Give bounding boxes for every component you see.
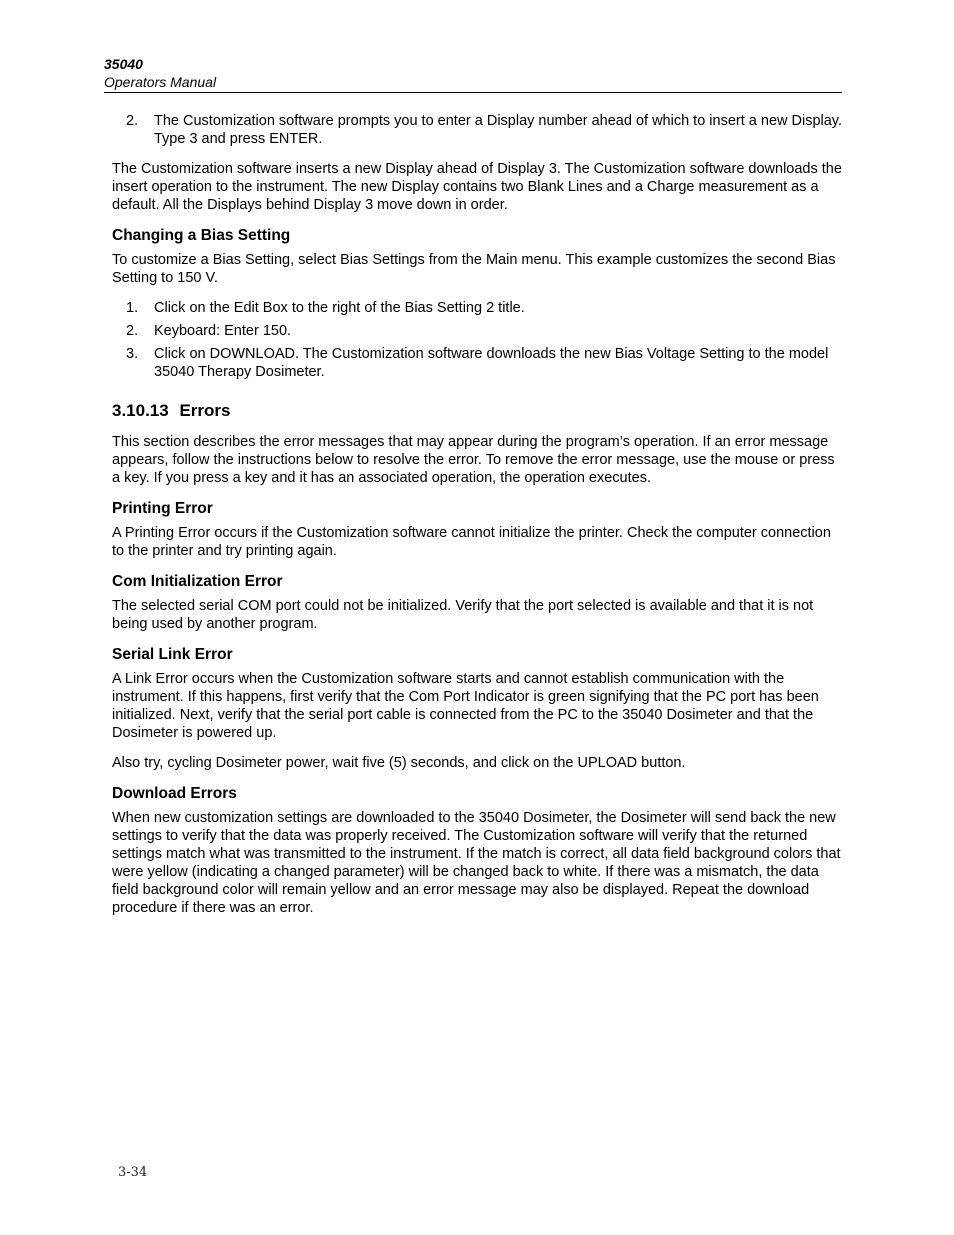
- header-model: 35040: [104, 56, 143, 72]
- com-error-paragraph: The selected serial COM port could not be initialized. Verify that the port selected is available and that it is not being used by another program.: [112, 598, 814, 632]
- page-header: [104, 55, 842, 93]
- serial-error-paragraph-1: A Link Error occurs when the Customization software starts and cannot establish communication with the instrument. If this happens, first verify that the Com Port Indicator is green signifying that the PC port has been initialized. Next, verify that the serial port cable is connected from the PC to the 35040 Dosimeter and that the Dosimeter is powered up.: [112, 671, 819, 741]
- serial-error-paragraph-2: Also try, cycling Dosimeter power, wait five (5) seconds, and click on the UPLOAD button.: [112, 755, 686, 771]
- list-item: [112, 322, 842, 340]
- bias-heading: Changing a Bias Setting: [112, 227, 291, 244]
- intro-list: [112, 112, 842, 148]
- list-item-number: 3.: [126, 346, 139, 362]
- list-item-number: 2.: [126, 113, 139, 129]
- errors-paragraph: This section describes the error messages that may appear during the program’s operation. If an error message appears, follow the instructions below to resolve the error. To remove the error message, use the mouse or press a key. If you press a key and it has an associated operation, the operation executes.: [112, 434, 835, 486]
- header-manual-title: Operators Manual: [104, 74, 217, 90]
- section-title: Errors: [179, 401, 231, 420]
- printing-error-paragraph: A Printing Error occurs if the Customization software cannot initialize the printer. Check the computer connection to the printer and try printing again.: [112, 525, 831, 559]
- list-item-number: 2.: [126, 323, 139, 339]
- bias-steps: [112, 299, 842, 381]
- errors-section-heading: [112, 401, 842, 421]
- com-error-heading: Com Initialization Error: [112, 573, 283, 590]
- list-item: [112, 112, 842, 148]
- download-error-paragraph: When new customization settings are downloaded to the 35040 Dosimeter, the Dosimeter will send back the new settings to verify that the data was properly received. The Customization software will verify that the returned settings match what was transmitted to the instrument. If the match is correct, all data field background colors that were yellow (indicating a changed parameter) will be changed back to white. If there was a mismatch, the data field background color will remain yellow and an error message may also be displayed. Repeat the download procedure if there was an error.: [112, 810, 841, 916]
- page-number: 3-34: [118, 1165, 148, 1180]
- list-item-number: 1.: [126, 300, 139, 316]
- list-item-text: Click on DOWNLOAD. The Customization software downloads the new Bias Voltage Setting to the model 35040 Therapy Dosimeter.: [154, 346, 829, 380]
- list-item-text: Keyboard: Enter 150.: [154, 323, 292, 339]
- bias-paragraph: To customize a Bias Setting, select Bias Settings from the Main menu. This example customizes the second Bias Setting to 150 V.: [112, 252, 836, 286]
- list-item-text: The Customization software prompts you to enter a Display number ahead of which to insert a new Display. Type 3 and press ENTER.: [154, 113, 843, 147]
- serial-error-heading: Serial Link Error: [112, 646, 233, 663]
- page-content: [112, 112, 842, 929]
- download-error-heading: Download Errors: [112, 785, 237, 802]
- intro-paragraph: The Customization software inserts a new Display ahead of Display 3. The Customization software downloads the insert operation to the instrument. The new Display contains two Blank Lines and a Charge measurement as a default. All the Displays behind Display 3 move down in order.: [112, 161, 842, 213]
- list-item: [112, 345, 842, 381]
- list-item-text: Click on the Edit Box to the right of the Bias Setting 2 title.: [154, 300, 525, 316]
- list-item: [112, 299, 842, 317]
- section-number: 3.10.13: [112, 401, 169, 420]
- printing-error-heading: Printing Error: [112, 500, 213, 517]
